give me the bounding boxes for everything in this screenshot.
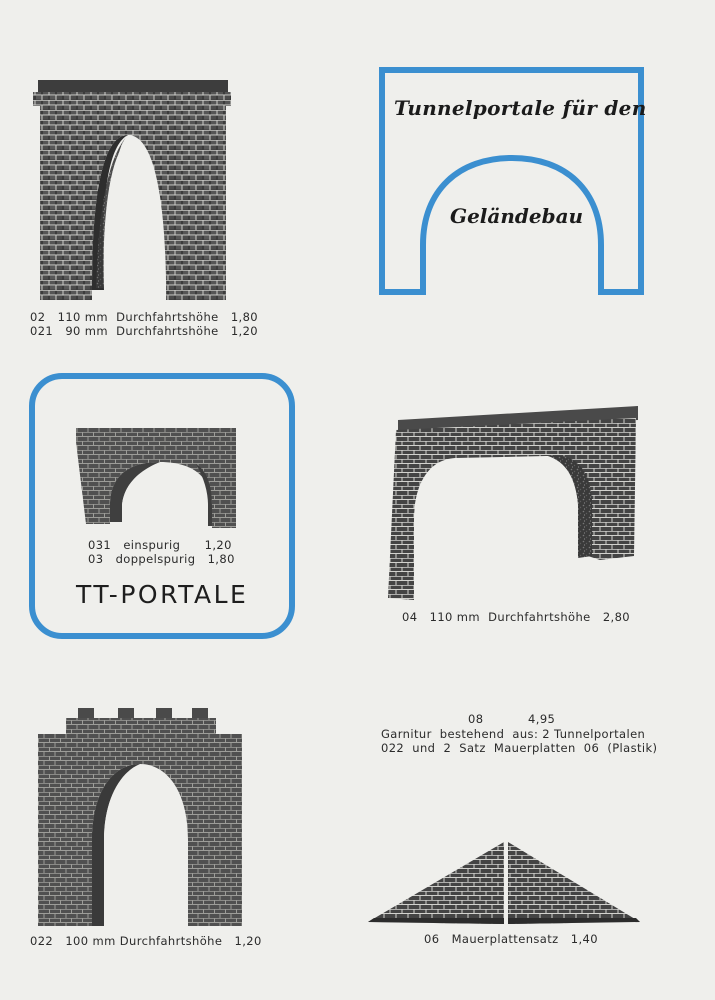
tt-item-03: 03 doppelspurig 1,80 xyxy=(88,552,235,566)
garnitur-line1: Garnitur bestehend aus: 2 Tunnelportalen xyxy=(381,727,646,741)
caption-mauerplattensatz: 06 Mauerplattensatz 1,40 xyxy=(424,932,598,946)
tt-portale-heading: TT-PORTALE xyxy=(76,580,249,609)
caption-portal-021: 021 90 mm Durchfahrtshöhe 1,20 xyxy=(30,324,259,338)
garnitur-number-price: 08 4,95 xyxy=(468,712,556,726)
page-title-line2: Geländebau xyxy=(450,204,584,228)
caption-portal-022: 022 100 mm Durchfahrtshöhe 1,20 xyxy=(30,934,262,948)
garnitur-line2: 022 und 2 Satz Mauerplatten 06 (Plastik) xyxy=(381,741,658,755)
page-title-line1: Tunnelportale für den xyxy=(394,96,647,120)
tt-item-031: 031 einspurig 1,20 xyxy=(88,538,232,552)
caption-portal-02: 02 110 mm Durchfahrtshöhe 1,80 xyxy=(30,310,259,324)
caption-portal-04: 04 110 mm Durchfahrtshöhe 2,80 xyxy=(402,610,631,624)
